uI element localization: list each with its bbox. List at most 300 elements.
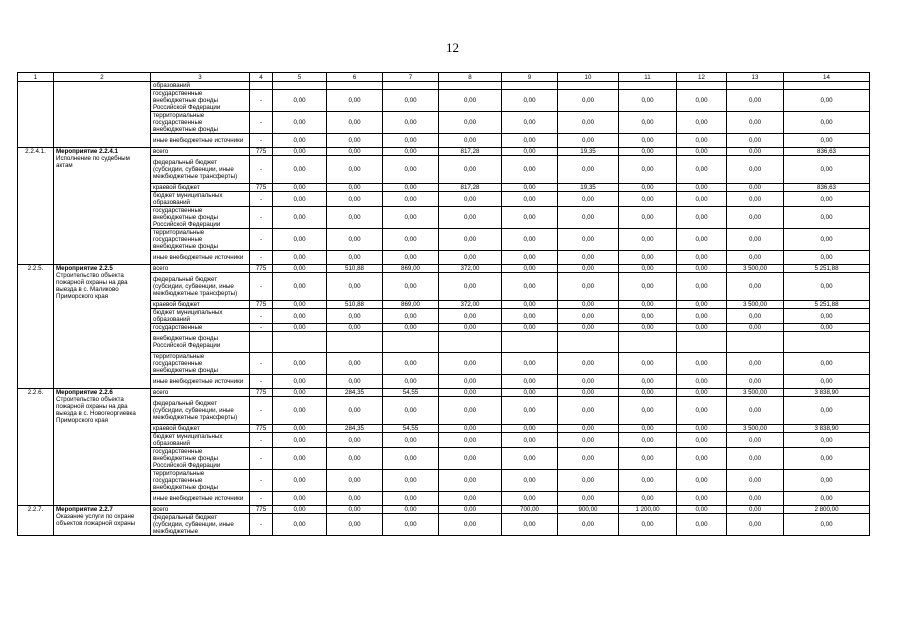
amount-cell: 54,55 (383, 389, 439, 397)
amount-cell: 0,00 (784, 470, 870, 492)
amount-cell: 0,00 (502, 301, 558, 309)
amount-cell: 0,00 (558, 309, 619, 324)
amount-cell: 0,00 (383, 397, 439, 425)
amount-cell: 0,00 (273, 324, 327, 332)
amount-cell: 0,00 (619, 192, 677, 207)
amount-cell: 0,00 (502, 90, 558, 112)
funding-source: территориальные государственные внебюджетные фонды (151, 112, 250, 134)
amount-cell: 0,00 (677, 192, 727, 207)
amount-cell: 0,00 (273, 251, 327, 265)
amount-cell (784, 82, 870, 90)
column-header-6: 6 (327, 73, 383, 82)
amount-cell: 0,00 (784, 397, 870, 425)
amount-cell: 0,00 (727, 251, 784, 265)
amount-cell: 0,00 (502, 184, 558, 192)
amount-cell: 0,00 (727, 273, 784, 301)
amount-cell: 0,00 (273, 265, 327, 273)
amount-cell: 372,00 (439, 301, 502, 309)
amount-cell: 0,00 (677, 448, 727, 470)
amount-cell: 0,00 (727, 514, 784, 536)
measure-title (54, 389, 151, 506)
funding-source: всего (151, 506, 250, 514)
funding-source: федеральный бюджет (субсидии, субвенции, иные межбюджетные трансферты) (151, 156, 250, 184)
amount-cell: 0,00 (677, 425, 727, 433)
amount-cell: 0,00 (784, 492, 870, 506)
amount-cell: 0,00 (727, 353, 784, 375)
amount-cell: 0,00 (502, 134, 558, 148)
funding-source: краевой бюджет (151, 425, 250, 433)
amount-cell: 0,00 (677, 506, 727, 514)
amount-cell: 0,00 (784, 229, 870, 251)
amount-cell: 0,00 (677, 229, 727, 251)
amount-cell: 0,00 (784, 309, 870, 324)
amount-cell: 0,00 (619, 207, 677, 229)
measure-name: Мероприятие 2.2.6 (56, 389, 113, 396)
amount-cell: 0,00 (327, 192, 383, 207)
amount-cell: 0,00 (327, 375, 383, 389)
amount-cell: 0,00 (784, 448, 870, 470)
amount-cell: 0,00 (273, 470, 327, 492)
amount-cell: 0,00 (619, 397, 677, 425)
amount-cell: 0,00 (558, 324, 619, 332)
amount-cell: 0,00 (327, 207, 383, 229)
amount-cell: 0,00 (619, 301, 677, 309)
amount-cell: 0,00 (619, 514, 677, 536)
amount-cell: 0,00 (727, 492, 784, 506)
amount-cell: 0,00 (502, 324, 558, 332)
amount-cell: 0,00 (273, 309, 327, 324)
amount-cell: 0,00 (784, 514, 870, 536)
amount-cell: 0,00 (327, 397, 383, 425)
amount-cell: 0,00 (383, 353, 439, 375)
amount-cell: 0,00 (677, 90, 727, 112)
amount-cell: 0,00 (677, 470, 727, 492)
amount-cell: 0,00 (558, 514, 619, 536)
amount-cell: 0,00 (784, 134, 870, 148)
amount-cell: 0,00 (677, 134, 727, 148)
amount-cell: 0,00 (273, 148, 327, 156)
kbk-code: - (250, 90, 273, 112)
kbk-code: - (250, 433, 273, 448)
kbk-code: - (250, 492, 273, 506)
measure-name: Мероприятие 2.2.5 (56, 265, 113, 272)
funding-source: территориальные государственные внебюджетные фонды (151, 353, 250, 375)
funding-source: государственные (151, 324, 250, 332)
amount-cell: 0,00 (273, 514, 327, 536)
amount-cell (273, 332, 327, 353)
amount-cell: 0,00 (619, 156, 677, 184)
amount-cell: 372,00 (439, 265, 502, 273)
amount-cell: 0,00 (502, 148, 558, 156)
amount-cell: 0,00 (727, 192, 784, 207)
amount-cell: 0,00 (502, 229, 558, 251)
column-header-2: 2 (54, 73, 151, 82)
header-row (18, 73, 870, 82)
amount-cell: 0,00 (383, 112, 439, 134)
amount-cell: 284,35 (327, 389, 383, 397)
kbk-code: - (250, 324, 273, 332)
amount-cell: 0,00 (502, 156, 558, 184)
amount-cell: 0,00 (439, 134, 502, 148)
kbk-code: 775 (250, 389, 273, 397)
amount-cell: 0,00 (273, 192, 327, 207)
amount-cell: 0,00 (558, 251, 619, 265)
amount-cell: 0,00 (327, 309, 383, 324)
amount-cell: 0,00 (439, 514, 502, 536)
amount-cell: 0,00 (558, 353, 619, 375)
amount-cell: 0,00 (619, 375, 677, 389)
amount-cell: 0,00 (677, 112, 727, 134)
amount-cell: 0,00 (558, 397, 619, 425)
amount-cell: 0,00 (502, 514, 558, 536)
amount-cell: 0,00 (619, 353, 677, 375)
amount-cell: 836,63 (784, 148, 870, 156)
amount-cell: 0,00 (677, 251, 727, 265)
funding-source: бюджет муниципальных образований (151, 309, 250, 324)
kbk-code: - (250, 112, 273, 134)
amount-cell: 0,00 (383, 207, 439, 229)
amount-cell: 0,00 (327, 514, 383, 536)
amount-cell: 0,00 (383, 433, 439, 448)
table-row (18, 389, 870, 397)
amount-cell: 0,00 (558, 134, 619, 148)
measure-title (54, 265, 151, 389)
amount-cell: 0,00 (677, 514, 727, 536)
amount-cell: 0,00 (327, 506, 383, 514)
funding-source: краевой бюджет (151, 184, 250, 192)
amount-cell: 3 500,00 (727, 425, 784, 433)
amount-cell: 0,00 (727, 148, 784, 156)
amount-cell: 0,00 (619, 265, 677, 273)
kbk-code: - (250, 134, 273, 148)
kbk-code: - (250, 470, 273, 492)
column-header-4: 4 (250, 73, 273, 82)
amount-cell: 0,00 (677, 148, 727, 156)
amount-cell: 0,00 (784, 324, 870, 332)
measure-title (54, 506, 151, 536)
amount-cell: 0,00 (619, 309, 677, 324)
amount-cell: 0,00 (502, 448, 558, 470)
measure-code: 2.2.5. (18, 265, 54, 389)
amount-cell: 0,00 (383, 184, 439, 192)
amount-cell: 0,00 (439, 470, 502, 492)
measure-code (18, 82, 54, 148)
amount-cell: 0,00 (383, 229, 439, 251)
table-row (18, 148, 870, 156)
amount-cell: 0,00 (558, 375, 619, 389)
amount-cell: 0,00 (677, 184, 727, 192)
amount-cell: 0,00 (619, 148, 677, 156)
amount-cell: 0,00 (619, 184, 677, 192)
amount-cell: 0,00 (383, 273, 439, 301)
amount-cell (619, 82, 677, 90)
amount-cell: 0,00 (727, 112, 784, 134)
amount-cell (677, 332, 727, 353)
amount-cell: 0,00 (502, 375, 558, 389)
amount-cell: 0,00 (677, 273, 727, 301)
amount-cell: 0,00 (502, 192, 558, 207)
kbk-code: 775 (250, 301, 273, 309)
amount-cell: 0,00 (439, 397, 502, 425)
amount-cell: 0,00 (502, 353, 558, 375)
kbk-code (250, 332, 273, 353)
amount-cell: 0,00 (327, 184, 383, 192)
amount-cell (558, 332, 619, 353)
amount-cell: 0,00 (502, 425, 558, 433)
amount-cell: 0,00 (727, 229, 784, 251)
amount-cell: 0,00 (558, 273, 619, 301)
amount-cell: 0,00 (784, 112, 870, 134)
amount-cell: 0,00 (439, 492, 502, 506)
amount-cell: 0,00 (558, 90, 619, 112)
measure-name: Мероприятие 2.2.7 (56, 506, 113, 513)
budget-table (17, 72, 870, 536)
funding-source: краевой бюджет (151, 301, 250, 309)
kbk-code (250, 82, 273, 90)
measure-description: Строительство объекта пожарной охраны на два выезда в с. Маликово Приморского края (56, 272, 128, 300)
amount-cell: 0,00 (619, 448, 677, 470)
amount-cell: 0,00 (383, 251, 439, 265)
amount-cell: 0,00 (784, 375, 870, 389)
amount-cell: 0,00 (327, 148, 383, 156)
amount-cell: 0,00 (558, 156, 619, 184)
amount-cell: 0,00 (502, 397, 558, 425)
amount-cell: 0,00 (727, 433, 784, 448)
amount-cell: 0,00 (327, 470, 383, 492)
amount-cell: 0,00 (327, 90, 383, 112)
amount-cell: 3 500,00 (727, 389, 784, 397)
table-row (18, 82, 870, 90)
amount-cell: 0,00 (439, 375, 502, 389)
amount-cell: 3 838,90 (784, 389, 870, 397)
column-header-12: 12 (677, 73, 727, 82)
amount-cell: 0,00 (439, 448, 502, 470)
amount-cell: 0,00 (502, 265, 558, 273)
amount-cell: 0,00 (619, 470, 677, 492)
amount-cell: 0,00 (784, 156, 870, 184)
amount-cell: 0,00 (383, 324, 439, 332)
funding-source: территориальные государственные внебюджетные фонды (151, 229, 250, 251)
amount-cell: 0,00 (273, 375, 327, 389)
amount-cell: 0,00 (327, 324, 383, 332)
amount-cell (558, 82, 619, 90)
funding-source: внебюджетные фонды Российской Федерации (151, 332, 250, 353)
amount-cell: 0,00 (619, 273, 677, 301)
amount-cell: 817,28 (439, 184, 502, 192)
amount-cell: 0,00 (502, 309, 558, 324)
amount-cell: 0,00 (727, 375, 784, 389)
amount-cell: 869,00 (383, 301, 439, 309)
amount-cell: 0,00 (558, 229, 619, 251)
column-header-9: 9 (502, 73, 558, 82)
column-header-10: 10 (558, 73, 619, 82)
kbk-code: 775 (250, 148, 273, 156)
amount-cell: 2 800,00 (784, 506, 870, 514)
funding-source: всего (151, 265, 250, 273)
amount-cell: 0,00 (439, 506, 502, 514)
funding-source: государственные внебюджетные фонды Российской Федерации (151, 207, 250, 229)
column-header-3: 3 (151, 73, 250, 82)
kbk-code: 775 (250, 425, 273, 433)
measure-title (54, 148, 151, 265)
amount-cell: 0,00 (273, 156, 327, 184)
amount-cell: 0,00 (273, 353, 327, 375)
kbk-code: - (250, 353, 273, 375)
table-row (18, 506, 870, 514)
amount-cell: 700,00 (502, 506, 558, 514)
amount-cell (327, 332, 383, 353)
amount-cell: 0,00 (273, 433, 327, 448)
funding-source: иные внебюджетные источники (151, 375, 250, 389)
amount-cell: 0,00 (439, 353, 502, 375)
amount-cell: 0,00 (327, 134, 383, 148)
amount-cell: 0,00 (327, 273, 383, 301)
amount-cell: 0,00 (677, 156, 727, 184)
kbk-code: - (250, 375, 273, 389)
amount-cell: 0,00 (677, 375, 727, 389)
amount-cell: 0,00 (558, 389, 619, 397)
kbk-code: - (250, 229, 273, 251)
amount-cell: 0,00 (727, 397, 784, 425)
funding-source: федеральный бюджет (субсидии, субвенции, иные межбюджетные трансферты) (151, 273, 250, 301)
amount-cell: 0,00 (619, 492, 677, 506)
funding-source: всего (151, 389, 250, 397)
amount-cell: 0,00 (619, 229, 677, 251)
amount-cell: 0,00 (273, 397, 327, 425)
amount-cell: 0,00 (327, 251, 383, 265)
table-row (18, 265, 870, 273)
amount-cell (273, 82, 327, 90)
amount-cell: 5 251,88 (784, 265, 870, 273)
amount-cell: 0,00 (327, 112, 383, 134)
amount-cell: 0,00 (383, 156, 439, 184)
amount-cell: 0,00 (784, 353, 870, 375)
amount-cell: 0,00 (619, 324, 677, 332)
amount-cell: 0,00 (273, 448, 327, 470)
measure-code: 2.2.7. (18, 506, 54, 536)
measure-code: 2.2.6. (18, 389, 54, 506)
kbk-code: 775 (250, 265, 273, 273)
amount-cell: 0,00 (619, 90, 677, 112)
amount-cell: 0,00 (558, 470, 619, 492)
amount-cell: 0,00 (383, 148, 439, 156)
funding-source: федеральный бюджет (субсидии, субвенции, иные межбюджетные трансферты) (151, 397, 250, 425)
amount-cell: 0,00 (727, 470, 784, 492)
amount-cell: 0,00 (439, 156, 502, 184)
amount-cell: 1 200,00 (619, 506, 677, 514)
amount-cell: 0,00 (784, 251, 870, 265)
amount-cell: 19,35 (558, 184, 619, 192)
amount-cell: 0,00 (558, 207, 619, 229)
amount-cell: 3 500,00 (727, 301, 784, 309)
amount-cell: 0,00 (439, 433, 502, 448)
amount-cell: 0,00 (677, 309, 727, 324)
column-header-1: 1 (18, 73, 54, 82)
amount-cell: 0,00 (383, 506, 439, 514)
funding-source: территориальные государственные внебюджетные фонды (151, 470, 250, 492)
amount-cell: 0,00 (784, 207, 870, 229)
amount-cell: 0,00 (439, 309, 502, 324)
column-header-13: 13 (727, 73, 784, 82)
amount-cell (327, 82, 383, 90)
amount-cell: 0,00 (619, 433, 677, 448)
amount-cell: 0,00 (502, 273, 558, 301)
page-number: 12 (446, 40, 459, 55)
amount-cell: 0,00 (327, 448, 383, 470)
amount-cell: 0,00 (273, 207, 327, 229)
amount-cell: 0,00 (502, 207, 558, 229)
amount-cell: 510,88 (327, 265, 383, 273)
amount-cell: 0,00 (502, 492, 558, 506)
amount-cell: 0,00 (327, 353, 383, 375)
kbk-code: - (250, 514, 273, 536)
amount-cell: 0,00 (727, 324, 784, 332)
amount-cell: 0,00 (439, 389, 502, 397)
amount-cell: 284,35 (327, 425, 383, 433)
measure-code: 2.2.4.1. (18, 148, 54, 265)
amount-cell: 0,00 (383, 492, 439, 506)
amount-cell (439, 82, 502, 90)
column-header-11: 11 (619, 73, 677, 82)
amount-cell: 0,00 (383, 375, 439, 389)
amount-cell: 817,28 (439, 148, 502, 156)
amount-cell: 0,00 (558, 301, 619, 309)
amount-cell: 0,00 (273, 184, 327, 192)
amount-cell: 0,00 (727, 156, 784, 184)
amount-cell: 0,00 (502, 112, 558, 134)
amount-cell (502, 332, 558, 353)
amount-cell: 0,00 (558, 265, 619, 273)
kbk-code: - (250, 397, 273, 425)
amount-cell: 0,00 (619, 134, 677, 148)
funding-source: государственные внебюджетные фонды Российской Федерации (151, 90, 250, 112)
amount-cell: 0,00 (677, 433, 727, 448)
amount-cell: 0,00 (677, 389, 727, 397)
amount-cell: 836,63 (784, 184, 870, 192)
amount-cell: 0,00 (784, 273, 870, 301)
kbk-code: - (250, 207, 273, 229)
amount-cell: 0,00 (784, 433, 870, 448)
amount-cell: 0,00 (273, 229, 327, 251)
amount-cell: 0,00 (273, 492, 327, 506)
funding-source: образований (151, 82, 250, 90)
amount-cell (619, 332, 677, 353)
measure-name: Мероприятие 2.2.4.1 (56, 148, 119, 155)
amount-cell: 0,00 (502, 433, 558, 448)
amount-cell (502, 82, 558, 90)
amount-cell: 510,88 (327, 301, 383, 309)
amount-cell: 0,00 (273, 90, 327, 112)
measure-title (54, 82, 151, 148)
amount-cell: 0,00 (727, 448, 784, 470)
amount-cell: 0,00 (558, 448, 619, 470)
amount-cell (383, 332, 439, 353)
amount-cell: 0,00 (383, 470, 439, 492)
amount-cell: 0,00 (327, 492, 383, 506)
amount-cell: 0,00 (273, 112, 327, 134)
amount-cell: 0,00 (727, 90, 784, 112)
amount-cell: 0,00 (439, 112, 502, 134)
amount-cell: 0,00 (273, 425, 327, 433)
funding-source: бюджет муниципальных образований (151, 433, 250, 448)
amount-cell: 0,00 (502, 251, 558, 265)
amount-cell: 869,00 (383, 265, 439, 273)
amount-cell: 0,00 (677, 265, 727, 273)
amount-cell: 0,00 (784, 192, 870, 207)
amount-cell: 0,00 (273, 134, 327, 148)
amount-cell (677, 82, 727, 90)
measure-description: Исполнение по судебным актам (56, 155, 130, 169)
